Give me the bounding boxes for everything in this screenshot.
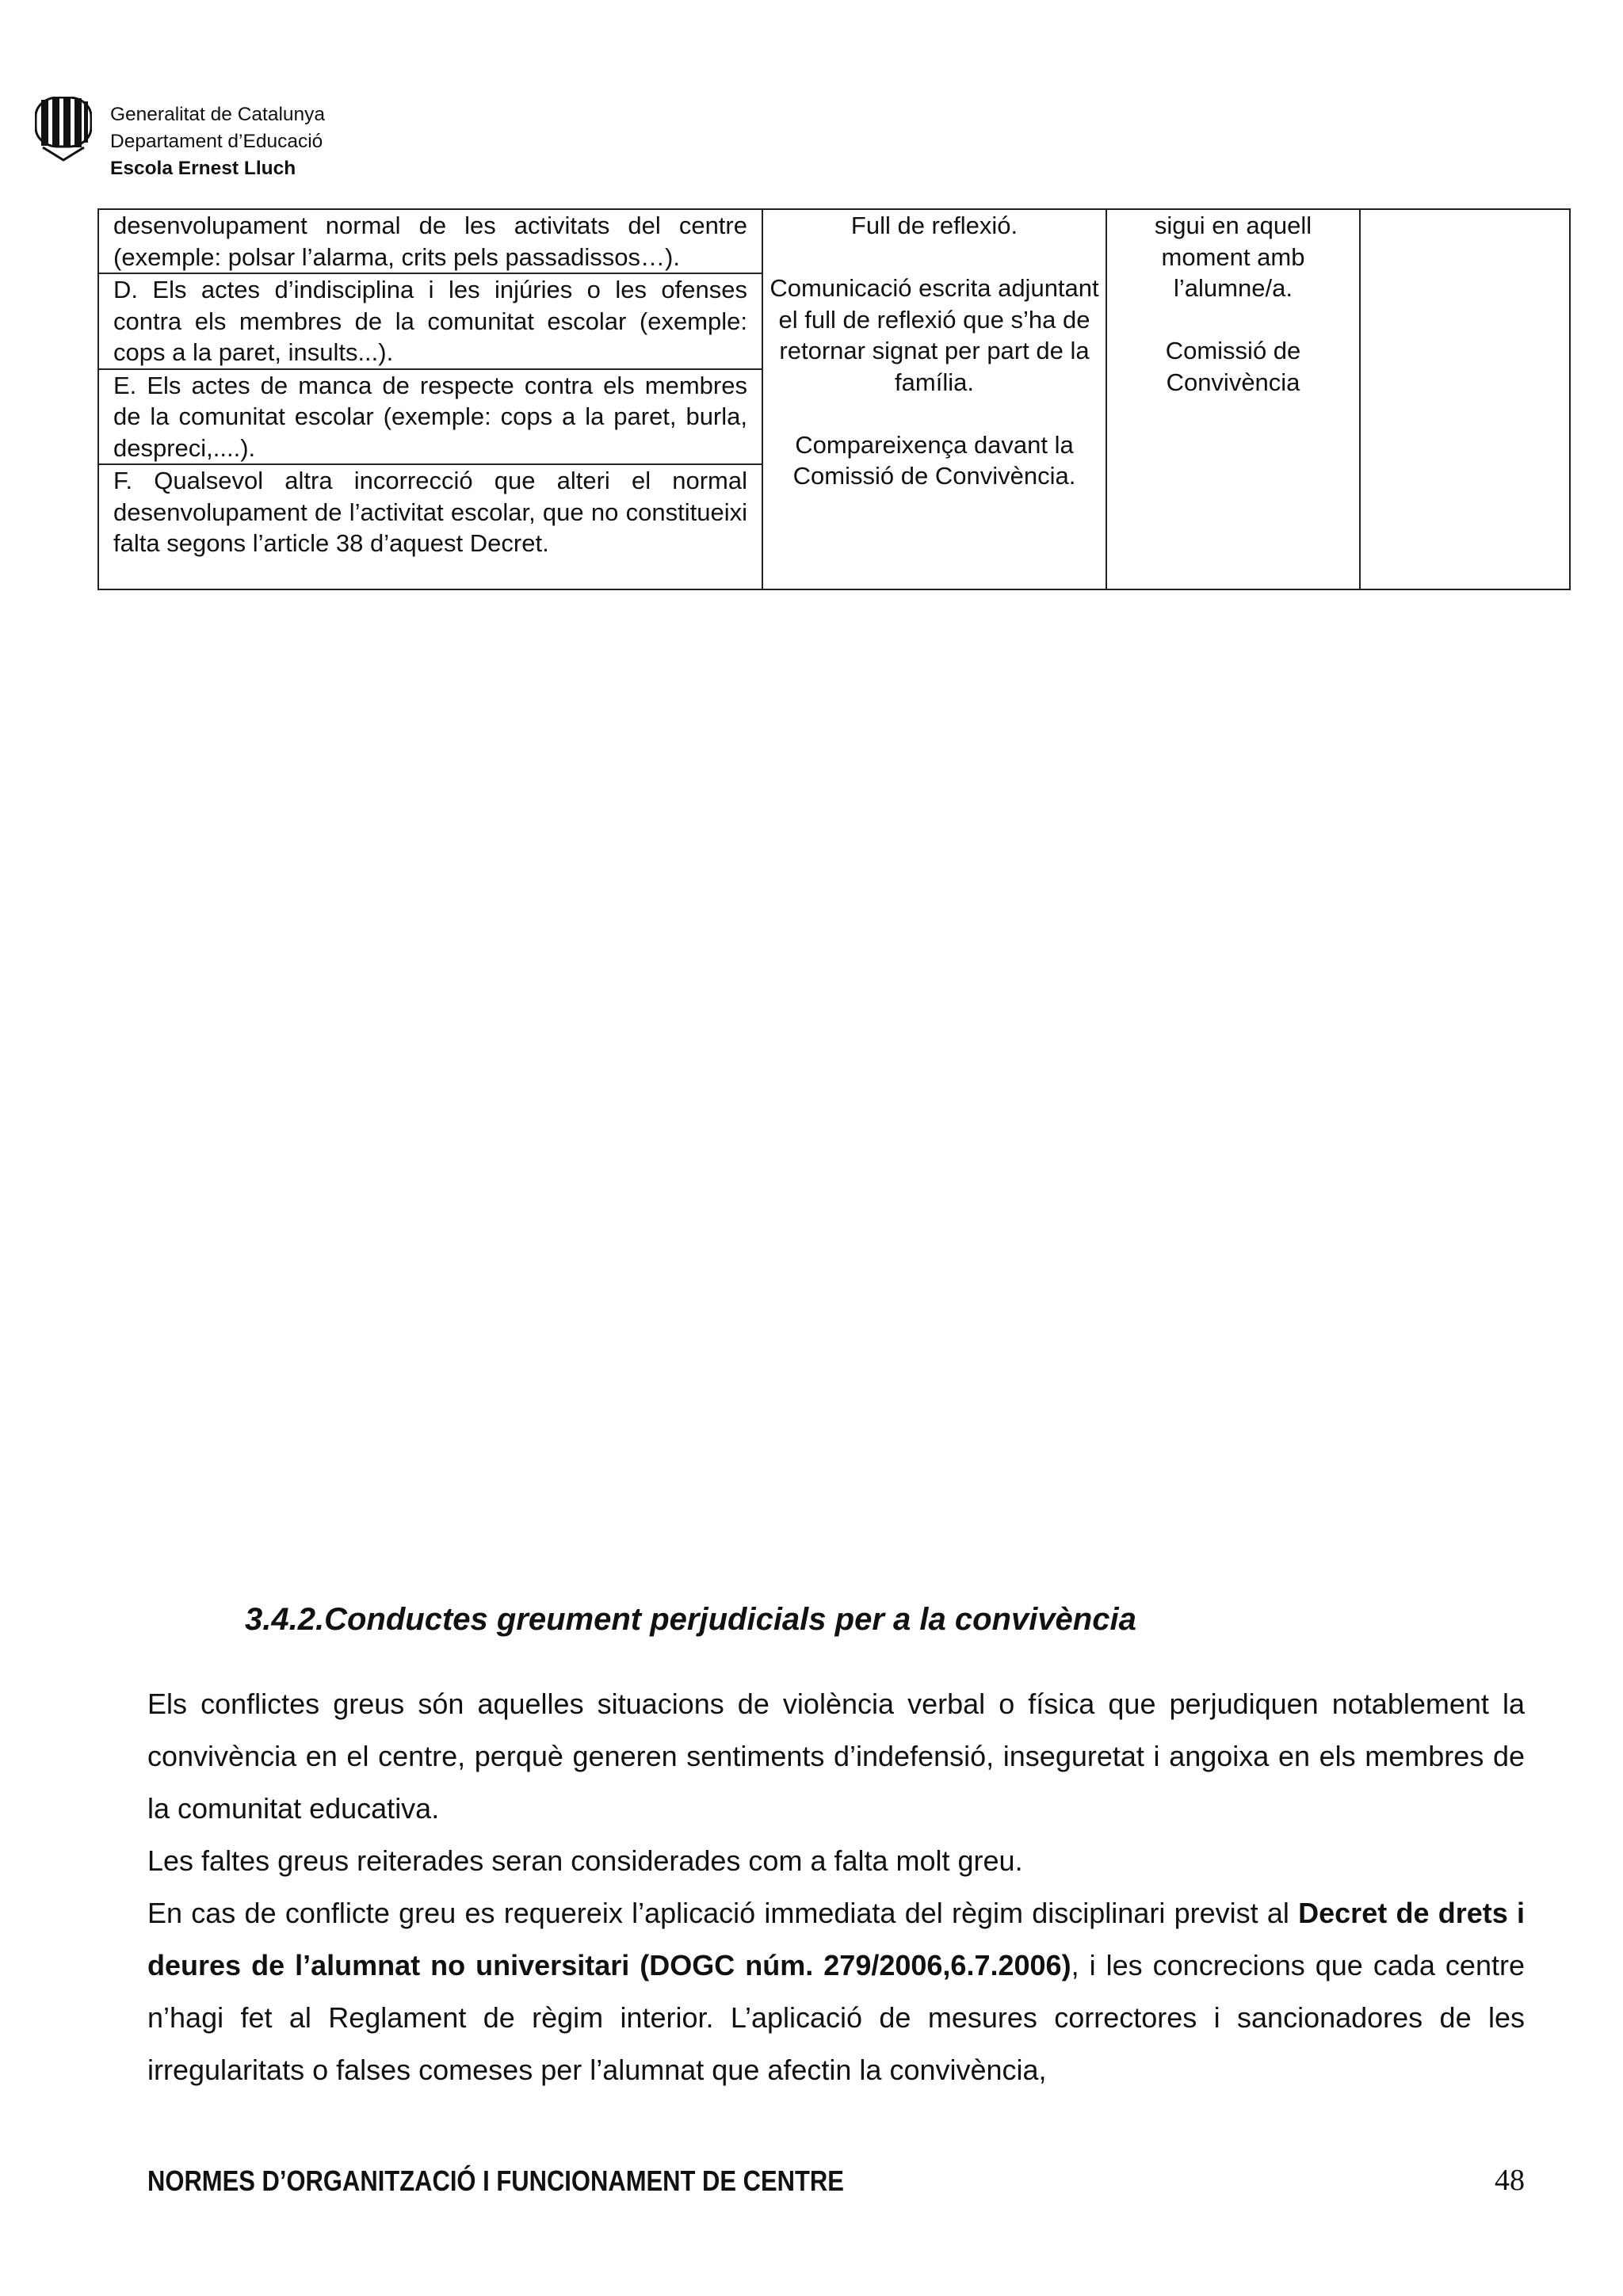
header-text — [110, 101, 325, 182]
conduct-item: D. Els actes d’indisciplina i les injúries o les ofenses contra els membres de la comunitat escolar (exemple: cops a la paret, insults...). — [99, 273, 762, 368]
paragraph: Els conflictes greus són aquelles situacions de violència verbal o física que perjudiquen notablement la convivència en el centre, perquè generen sentiments d’indefensió, inseguretat i angoixa en els membres de la comunitat educativa. — [147, 1688, 1525, 1825]
corrective-measures-cell — [762, 209, 1106, 589]
measure-item: Full de reflexió. — [850, 212, 1018, 239]
conduct-item: E. Els actes de manca de respecte contra els membres de la comunitat escolar (exemple: cops a la paret, burla, despreci,....). — [99, 368, 762, 464]
conduct-item: desenvolupament normal de les activitats del centre (exemple: polsar l’alarma, crits pels passadissos…). — [113, 212, 747, 271]
responsible-item: sigui en aquell moment amb l’alumne/a. — [1154, 212, 1312, 302]
paragraph-text: , i les concrecions que cada centre n’hagi fet al Reglament de règim interior. L’aplicació de mesures correctores i sancionadores de les irregularitats o falses comeses per l’alumnat que afectin la convivència, — [147, 1949, 1525, 2086]
header-generalitat: Generalitat de Catalunya — [110, 104, 326, 125]
page-number: 48 — [1495, 2164, 1525, 2197]
conduct-description-cell — [98, 209, 762, 589]
empty-cell — [1360, 209, 1570, 589]
footer-title: NORMES D’ORGANITZACIÓ I FUNCIONAMENT DE CENTRE — [147, 2164, 844, 2197]
table-row — [98, 209, 1570, 589]
measure-item: Comunicació escrita adjuntant el full de reflexió que s’ha de retornar signat per part de la família. — [769, 274, 1099, 396]
responsible-cell — [1106, 209, 1360, 589]
decree-reference: Decret de drets i deures de l’alumnat no universitari (DOGC núm. 279/2006,6.7.2006) — [147, 1897, 1525, 1981]
measure-item: Compareixença davant la Comissió de Convivència. — [792, 430, 1076, 490]
header-department: Departament d’Educació — [110, 131, 323, 152]
responsible-item: Comissió de Convivència — [1165, 337, 1301, 396]
conduct-table — [97, 208, 1571, 590]
header-school: Escola Ernest Lluch — [110, 158, 296, 179]
section-title: 3.4.2.Conductes greument perjudicials per a la convivència — [245, 1602, 1136, 1637]
paragraph: Les faltes greus reiterades seran considerades com a falta molt greu. — [147, 1844, 1023, 1877]
paragraph — [147, 1887, 1525, 2096]
paragraph-text: En cas de conflicte greu es requereix l’aplicació immediata del règim disciplinari previst al — [147, 1897, 1299, 1929]
section-body — [147, 1678, 1525, 2096]
conduct-item: F. Qualsevol altra incorrecció que alteri el normal desenvolupament de l’activitat escolar, que no constitueixi falta segons l’article 38 d’aquest Decret. — [99, 463, 762, 559]
generalitat-logo-icon — [35, 97, 92, 162]
